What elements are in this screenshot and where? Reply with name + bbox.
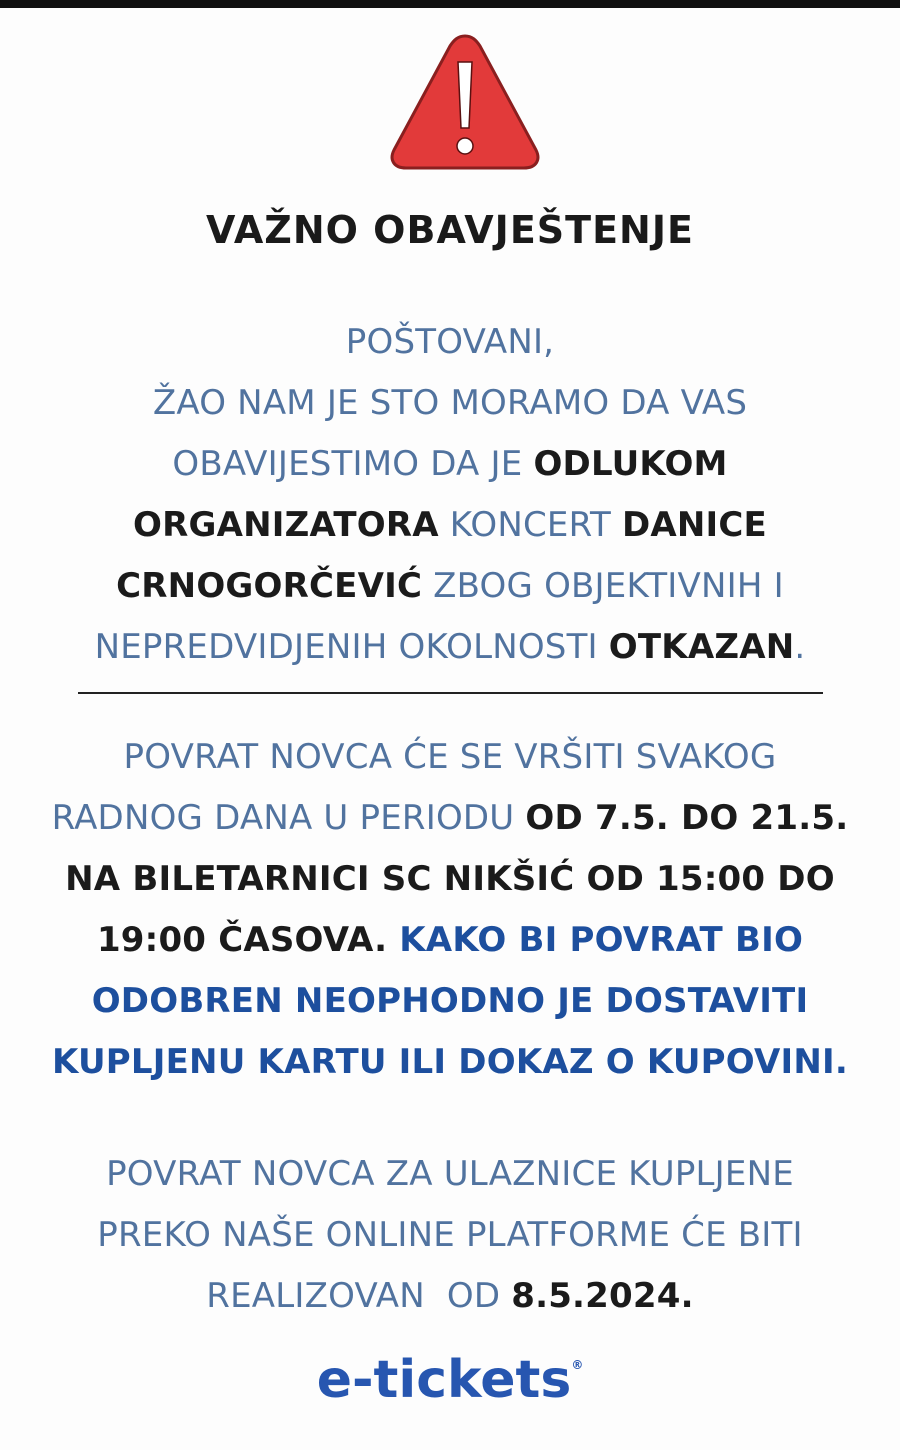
notice-title: VAŽNO OBAVJEŠTENJE <box>206 208 694 252</box>
text-line: NA BILETARNICI SC NIKŠIĆ OD 15:00 DO <box>65 859 835 899</box>
text-line: RADNOG DANA U PERIODU OD 7.5. DO 21.5. <box>51 798 849 838</box>
text-line: REALIZOVAN OD 8.5.2024. <box>206 1276 694 1316</box>
warning-triangle-icon <box>388 32 542 172</box>
text-line: CRNOGORČEVIĆ ZBOG OBJEKTIVNIH I <box>116 566 784 606</box>
text-line: OBAVIJESTIMO DA JE ODLUKOM <box>172 444 728 484</box>
text-line: NEPREDVIDJENIH OKOLNOSTI OTKAZAN. <box>94 627 806 667</box>
text-line: ODOBREN NEOPHODNO JE DOSTAVITI <box>91 981 809 1021</box>
e-tickets-logo: e-tickets® <box>316 1350 584 1410</box>
cancellation-paragraph <box>30 312 870 678</box>
refund-paragraph <box>30 727 870 1093</box>
top-border <box>0 0 900 8</box>
text-line: POVRAT NOVCA ZA ULAZNICE KUPLJENE <box>106 1154 794 1194</box>
text-line: KUPLJENU KARTU ILI DOKAZ O KUPOVINI. <box>52 1042 848 1082</box>
text-line: ORGANIZATORA KONCERT DANICE <box>133 505 767 545</box>
online-refund-paragraph <box>30 1144 870 1327</box>
text-line: ŽAO NAM JE STO MORAMO DA VAS <box>152 383 748 423</box>
text-line: POVRAT NOVCA ĆE SE VRŠITI SVAKOG <box>123 737 777 777</box>
text-line: 19:00 ČASOVA. KAKO BI POVRAT BIO <box>96 920 804 960</box>
divider <box>78 692 823 694</box>
greeting: POŠTOVANI, <box>345 322 555 362</box>
text-line: PREKO NAŠE ONLINE PLATFORME ĆE BITI <box>97 1215 803 1255</box>
